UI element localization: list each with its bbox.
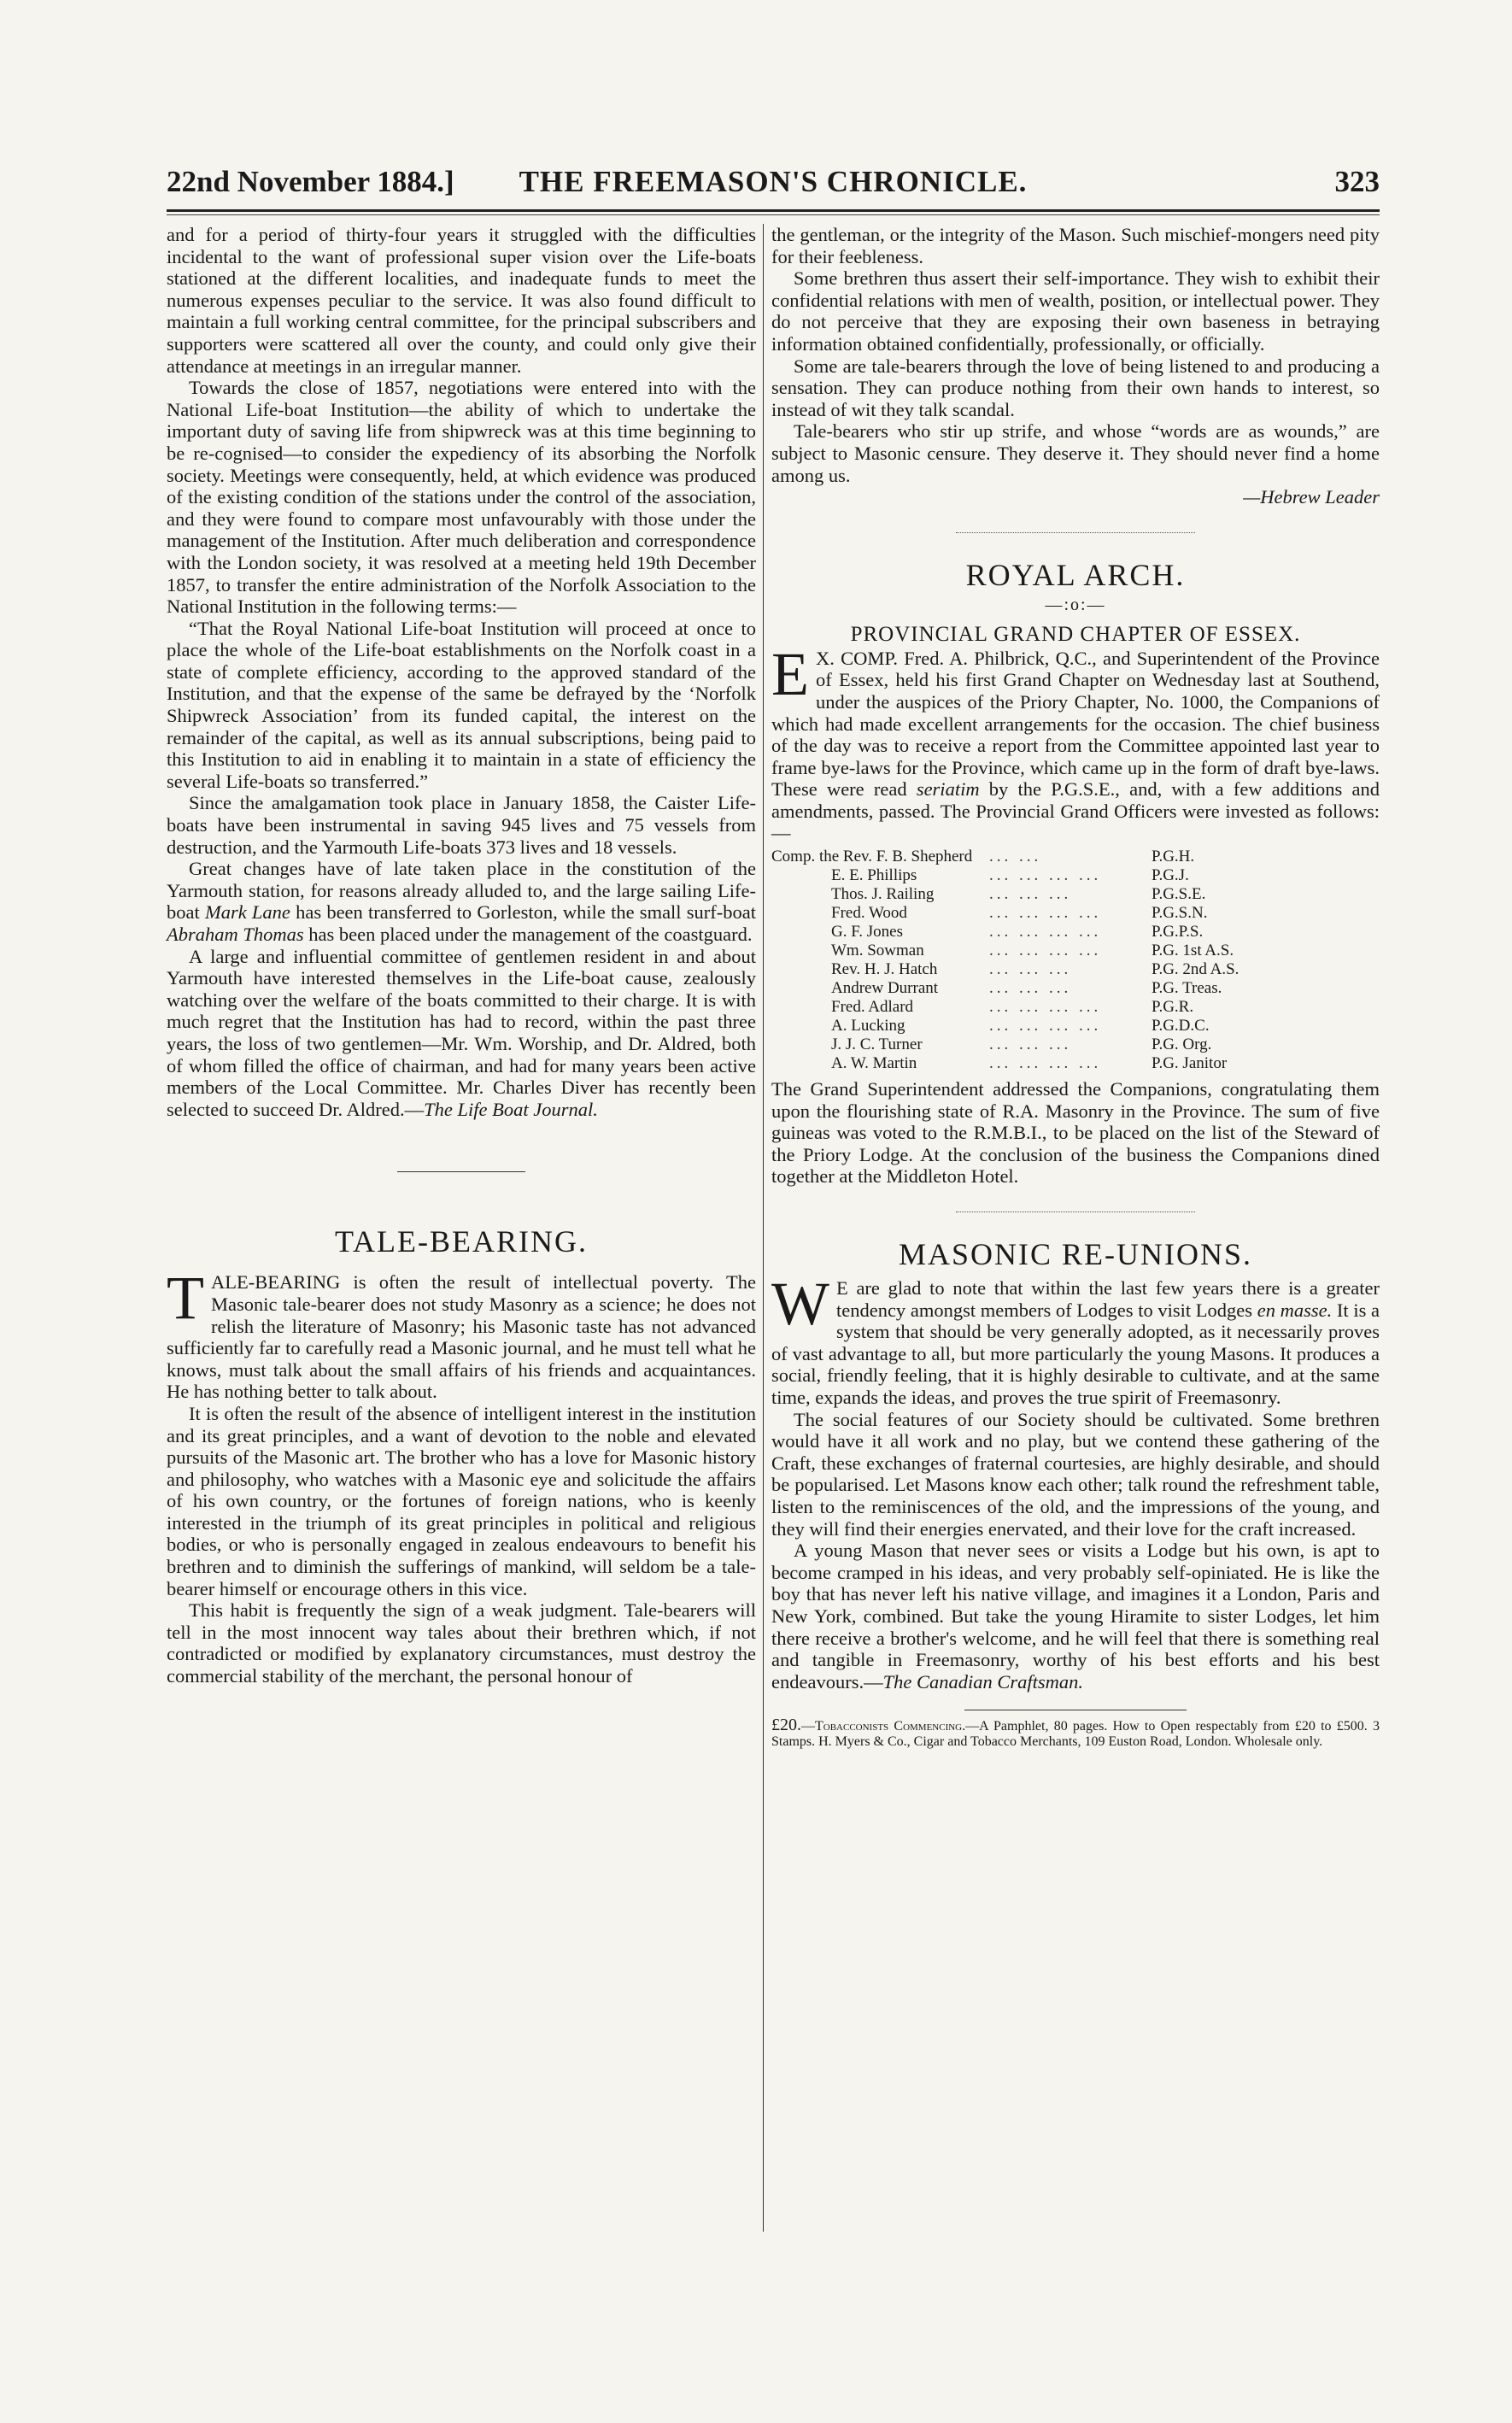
officer-row: [771, 979, 1380, 998]
lifeboat-paragraph-5: [167, 858, 756, 945]
officer-row: [771, 885, 1380, 904]
text-run: A young Mason that never sees or visits a Lodge but his own, is apt to become cramped in his ideas, and very probably self-opiniated. He is like the boy that has never left his native village, and imagines it a London, Paris and New York, combined. But take the young Hiramite to sister Lodges, let him there receive a brother's welcome, and he will feel that there is something real and tangible in Freemasonry, worthy of his best efforts and his best endeavours.—: [771, 1540, 1380, 1693]
officer-name: A. W. Martin: [831, 1054, 917, 1073]
leader-dots: ... ... ...: [989, 885, 1072, 904]
page-header: [167, 165, 1380, 199]
officer-row: [771, 998, 1380, 1017]
leader-dots: ... ... ...: [989, 1035, 1072, 1054]
leader-dots: ... ... ... ...: [989, 998, 1102, 1017]
text-run: A large and influential committee of gentlemen resident in and about Yarmouth have interested themselves in the Life-boat cause, zealously watching over the welfare of the boats committed to their charge. It is with much regret that the Institution has had to record, within the past three years, the loss of two gentlemen—Mr. Wm. Worship, and Dr. Aldred, both of whom filled the office of chairman, and had for many years been active members of the Local Committee. Mr. Charles Diver has recently been selected to succeed Dr. Aldred.—: [167, 945, 756, 1120]
text-run: ALE-BEARING is often the result of intellectual poverty. The Masonic tale-bearer does not study Masonry as a science; he does not relish the literature of Masonry; his Masonic taste has not advanced sufficiently far to carefully read a Masonic journal, and he must tell what he knows, must talk about the small affairs of his friends and acquaintances. He has nothing better to talk about.: [167, 1271, 756, 1403]
officer-row: [771, 866, 1380, 885]
header-rule: [167, 209, 1380, 212]
officer-rank: P.G.S.N.: [1152, 904, 1208, 923]
left-column: [167, 224, 756, 2232]
boat-name-mark-lane: Mark Lane: [204, 901, 290, 924]
header-rule-thin: [167, 214, 1380, 215]
officer-rank: P.G. 2nd A.S.: [1152, 960, 1239, 979]
advert-heading: —Tobacconists Commencing.: [801, 1719, 966, 1734]
officer-row: [771, 942, 1380, 960]
lifeboat-quotation: “That the Royal National Life-boat Institution will proceed at once to place the whole of the Life-boat establishments on the Norfolk coast in a state of complete efficiency, according to the approved standard of the Institution, and that the expense of the same be defrayed by the ‘Norfolk Shipwreck Association’ from its funded capital, the interest on the remainder of the capital, as well as its annual subscriptions, being paid to this Institution to aid in enabling it to maintain in a state of efficiency the several Life-boats so transferred.”: [167, 617, 756, 792]
officer-row: [771, 848, 1380, 866]
lifeboat-paragraph-4: Since the amalgamation took place in January 1858, the Caister Life-boats have been instrumental in saving 945 lives and 75 vessels from destruction, and the Yarmouth Life-boats 373 lives and 18 vessels.: [167, 792, 756, 858]
lifeboat-paragraph-1: and for a period of thirty-four years it struggled with the difficulties incidental to the want of professional super vision over the Life-boats stationed at the different localities, and inadequate funds to meet the numerous expenses peculiar to the service. It was also found difficult to maintain a full working central committee, for the principal subscribers and supporters were scattered all over the county, and could only give their attendance at meetings in an irregular manner.: [167, 224, 756, 377]
text-run: by the P.G.S.E., and, with a few additions and amendments, passed. The Provincial Grand Officers were invested as follows:—: [771, 778, 1380, 844]
officer-name: Rev. H. J. Hatch: [831, 960, 938, 979]
officer-rank: P.G. 1st A.S.: [1152, 942, 1234, 960]
provincial-chapter-subtitle: PROVINCIAL GRAND CHAPTER OF ESSEX.: [850, 622, 1301, 646]
text-run: X. COMP. Fred. A. Philbrick, Q.C., and Superintendent of the Province of Essex, held his first Grand Chapter on Wednesday last at Southend, under the auspices of the Priory Chapter, No. 1000, the Companions of which had made excellent arrangements for the occasion. The chief business of the day was to receive a report from the Committee appointed last year to frame bye-laws for the Province, which came up in the form of draft bye-laws. These were read: [771, 647, 1380, 801]
lifeboat-paragraph-2: Towards the close of 1857, negotiations were entered into with the National Life-boat Institution—the ability of which to undertake the important duty of saving life from shipwreck was at this time beginning to be re-cognised—to consider the expediency of its absorbing the Norfolk society. Meetings were consequently, held, at which evidence was produced of the existing condition of the stations under the control of the association, and they were found to compare most unfavourably with those under the management of the Institution. After much deliberation and correspondence with the London society, it was resolved at a meeting held 19th December 1857, to transfer the entire administration of the Norfolk Association to the National Institution in the following terms:—: [167, 377, 756, 618]
officer-rank: P.G.J.: [1152, 866, 1189, 885]
leader-dots: ... ...: [989, 848, 1042, 866]
page-number: 323: [1334, 165, 1380, 198]
officer-rank: P.G. Org.: [1152, 1035, 1212, 1054]
drop-cap: E: [771, 639, 809, 708]
officer-name: Thos. J. Railing: [831, 885, 935, 904]
officer-rank: P.G.P.S.: [1152, 923, 1204, 942]
officer-row: [771, 923, 1380, 942]
leader-dots: ... ... ...: [989, 960, 1072, 979]
tobacconist-advertisement: [771, 1717, 1380, 1750]
reunions-paragraph-1: [771, 1270, 1380, 1409]
drop-cap: W: [771, 1270, 829, 1339]
text-run: It is a system that should be very generally adopted, as it necessarily proves of vast advantage to all, but more particularly the young Masons. It produces a social, friendly feeling, that it is highly desirable to cultivate, and at the same time, expands the ideas, and proves the true spirit of Freemasonry.: [771, 1299, 1380, 1408]
text-run: has been placed under the management of the coastguard.: [303, 924, 753, 945]
drop-cap: T: [167, 1264, 204, 1333]
officer-rank: P.G.H.: [1152, 848, 1195, 866]
officer-name: Comp. the Rev. F. B. Shepherd: [771, 848, 973, 866]
officer-name: Andrew Durrant: [831, 979, 939, 998]
ornament: —:o:—: [1045, 595, 1106, 614]
officer-row: [771, 960, 1380, 979]
officer-name: J. J. C. Turner: [831, 1035, 923, 1054]
officer-row: [771, 1035, 1380, 1054]
advert-price: £20.: [771, 1716, 801, 1735]
officer-rank: P.G.D.C.: [1152, 1017, 1210, 1035]
right-column: [771, 224, 1380, 2232]
reunions-paragraph-3: [771, 1540, 1380, 1693]
lifeboat-source: The Life Boat Journal.: [424, 1098, 598, 1120]
text-run: E are glad to note that within the last few years there is a greater tendency amongst members of Lodges to visit Lodges: [835, 1277, 1380, 1321]
text-run: has been transferred to Gorleston, while the small surf-boat: [290, 901, 756, 924]
royal-arch-closing: The Grand Superintendent addressed the Companions, congratulating them upon the flourishing state of R.A. Masonry in the Province. The sum of five guineas was voted to the R.M.B.I., to be placed on the list of the Steward of the Priory Lodge. At the conclusion of the business the Companions dined together at the Middleton Hotel.: [771, 1078, 1380, 1188]
advert-text: —A Pamphlet, 80 pages. How to Open respectably from £20 to £500. 3 Stamps. H. Myers & Co., Cigar and Tobacco Merchants, 109 Euston Road, London. Wholesale only.: [771, 1719, 1380, 1750]
officer-name: Wm. Sowman: [831, 942, 924, 960]
officer-name: Fred. Wood: [831, 904, 907, 923]
royal-arch-title: ROYAL ARCH.: [965, 557, 1186, 592]
officer-row: [771, 1054, 1380, 1073]
tale-bearing-paragraph-3: This habit is frequently the sign of a weak judgment. Tale-bearers will tell in the most innocent way tales about their brethren which, if not contradicted or modified by explanatory circumstances, must destroy the commercial stability of the merchant, the personal honour of: [167, 1599, 756, 1687]
tale-continued-3: Some are tale-bearers through the love of being listened to and producing a sensation. They can produce nothing from their own hands to interest, so instead of wit they talk scandal.: [771, 355, 1380, 420]
officer-rank: P.G.R.: [1152, 998, 1194, 1017]
officer-rank: P.G. Treas.: [1152, 979, 1222, 998]
officer-name: E. E. Phillips: [831, 866, 917, 885]
tale-bearing-title: TALE-BEARING.: [334, 1224, 589, 1259]
officers-list: [771, 848, 1380, 1073]
officer-rank: P.G.S.E.: [1152, 885, 1206, 904]
royal-arch-intro: [771, 639, 1380, 844]
tale-continued-2: Some brethren thus assert their self-importance. They wish to exhibit their confidential relations with men of wealth, position, or intellectual power. They do not perceive that they are exposing their own baseness in betraying information obtained confidentially, professionally, or officially.: [771, 267, 1380, 355]
leader-dots: ... ... ...: [989, 979, 1072, 998]
officer-name: A. Lucking: [831, 1017, 905, 1035]
masonic-reunions-title: MASONIC RE-UNIONS.: [898, 1237, 1253, 1272]
officer-name: G. F. Jones: [831, 923, 903, 942]
reunions-source: The Canadian Craftsman.: [882, 1670, 1083, 1693]
leader-dots: ... ... ... ...: [989, 1017, 1102, 1035]
italic-term: en masse.: [1257, 1299, 1333, 1321]
leader-dots: ... ... ... ...: [989, 866, 1102, 885]
boat-name-abraham-thomas: Abraham Thomas: [167, 924, 304, 945]
tale-source: —Hebrew Leader: [1243, 486, 1380, 508]
leader-dots: ... ... ... ...: [989, 1054, 1102, 1073]
officer-name: Fred. Adlard: [831, 998, 914, 1017]
tale-bearing-paragraph-2: It is often the result of the absence of intelligent interest in the institution and its great principles, and a want of devotion to the noble and elevated pursuits of the Masonic art. The brother who has a love for Masonic history and philosophy, who watches with a Masonic eye and solicitude the affairs of his own country, or the fortunes of foreign nations, who is keenly interested in the triumph of its great principles in political and religious bodies, or who is personally engaged in zealous endeavours to benefit his brethren and to diminish the sufferings of mankind, will seldom be a tale-bearer himself or encourage others in this vice.: [167, 1402, 756, 1599]
italic-term: seriatim: [916, 778, 980, 801]
reunions-paragraph-2: The social features of our Society should be cultivated. Some brethren would have it all work and no play, but we contend these gathering of the Craft, these exchanges of fraternal courtesies, are highly desirable, and should be popularised. Let Masons know each other; talk round the refreshment table, listen to the reminiscences of the old, and the impressions of the young, and they will find their energies enervated, and their love for the craft increased.: [771, 1408, 1380, 1540]
tale-continued-1: the gentleman, or the integrity of the Mason. Such mischief-mongers need pity for their feebleness.: [771, 224, 1380, 267]
tale-continued-4: Tale-bearers who stir up strife, and whose “words are as wounds,” are subject to Masonic censure. They deserve it. They should never find a home among us.: [771, 420, 1380, 486]
text-run: Great changes have of late taken place in the constitution of the Yarmouth station, for reasons already alluded to, and the large sailing Life-boat: [167, 858, 756, 924]
column-divider: [763, 224, 764, 2232]
publication-title: THE FREEMASON'S CHRONICLE.: [519, 165, 1028, 198]
leader-dots: ... ... ... ...: [989, 923, 1102, 942]
officer-row: [771, 904, 1380, 923]
issue-date: 22nd November 1884.]: [167, 165, 454, 198]
officer-rank: P.G. Janitor: [1152, 1054, 1228, 1073]
lifeboat-paragraph-6: [167, 946, 756, 1121]
leader-dots: ... ... ... ...: [989, 904, 1102, 923]
tale-bearing-paragraph-1: [167, 1264, 756, 1403]
leader-dots: ... ... ... ...: [989, 942, 1102, 960]
officer-row: [771, 1017, 1380, 1035]
